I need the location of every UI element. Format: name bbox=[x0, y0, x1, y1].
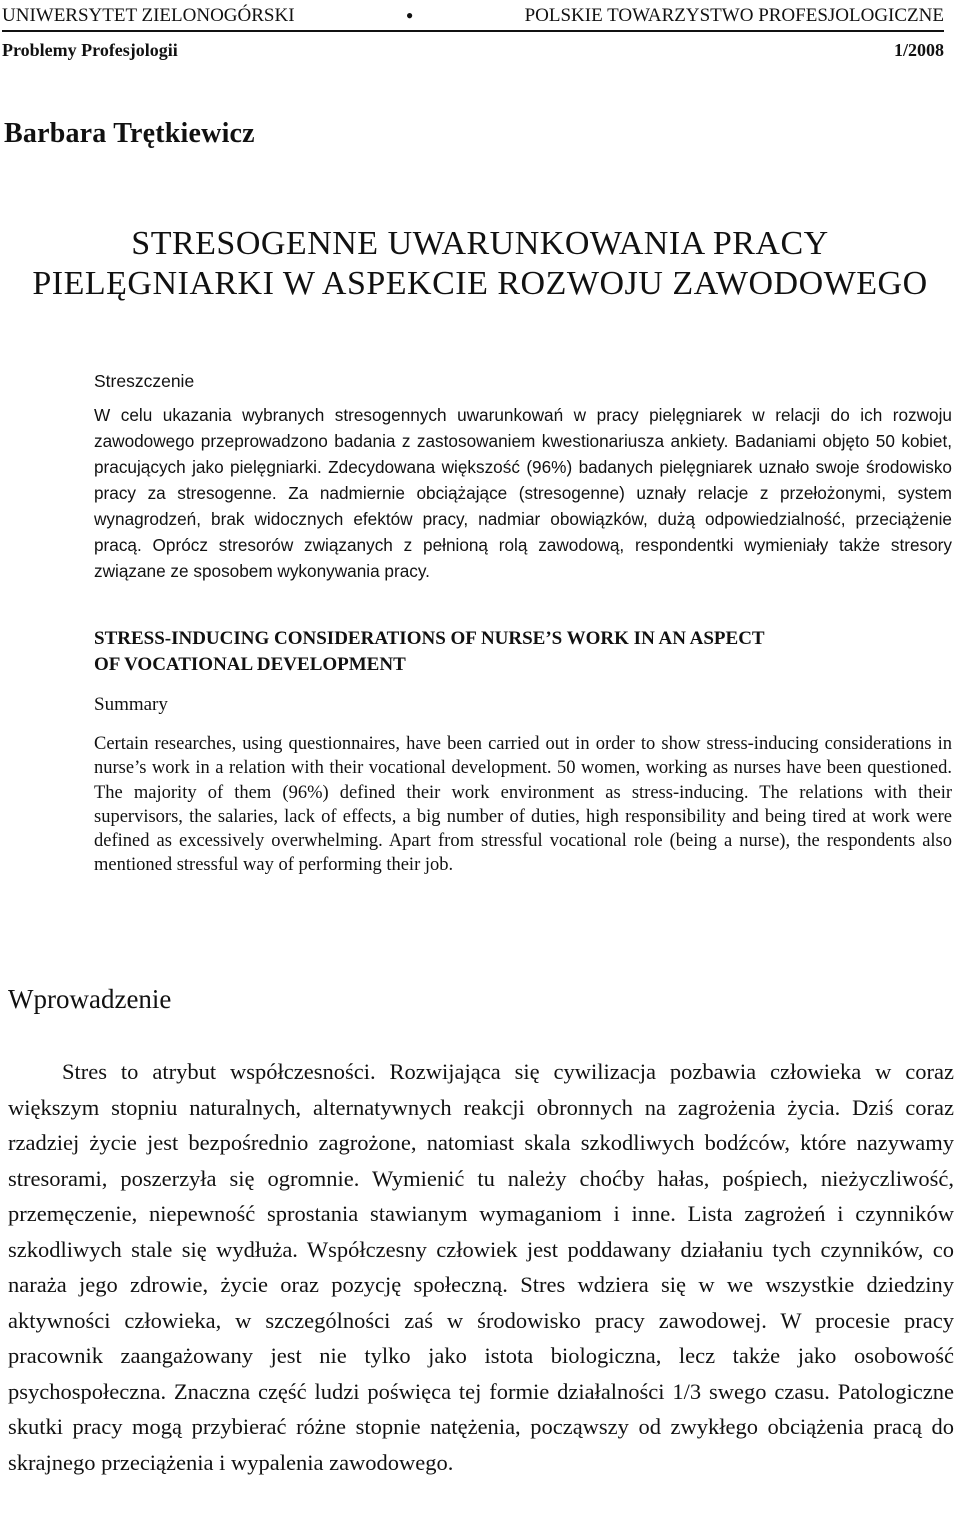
society-name: POLSKIE TOWARZYSTWO PROFESJOLOGICZNE bbox=[524, 5, 944, 26]
journal-issue: 1/2008 bbox=[893, 40, 944, 60]
article-title bbox=[0, 224, 960, 304]
abstract-heading: Streszczenie bbox=[94, 371, 195, 391]
abstract-text: W celu ukazania wybranych stresogennych uwarunkowań w pracy pielęgniarek w relacji do ich rozwoju zawodowego przeprowadzono badania z zastosowaniem kwestionariusza ankiety. Badaniami objęto 50 kobiet, pracujących jako pielęgniarki. Zdecydowana większość (96%) badanych pielęgniarek uznało swoje środowisko pracy za stresogenne. Za nadmiernie obciążające (stresogenne) uznały relacje z przełożonymi, system wynagrodzeń, brak widocznych efektów pracy, nadmiar obowiązków, dużą odpowiedzialność, przeciążenie pracą. Oprócz stresorów związanych z pełnioną rolą zawodową, respondentki wymieniały także stresory związane ze sposobem wykonywania pracy. bbox=[94, 405, 952, 581]
english-title-line-1: STRESS-INDUCING CONSIDERATIONS OF NURSE’S WORK IN AN ASPECT bbox=[94, 628, 765, 649]
header-journal bbox=[2, 38, 944, 62]
journal-name: Problemy Profesjologii bbox=[2, 40, 178, 60]
university-name: UNIWERSYTET ZIELONOGÓRSKI bbox=[2, 5, 295, 26]
summary-text: Certain researches, using questionnaires, have been carried out in order to show stress-inducing considerations in nurse’s work in a relation with their vocational development. 50 women, working as nurses have been questioned. The majority of them (96%) defined their work environment as stress-inducing. The relations with their supervisors, the salaries, lack of effects, a big number of duties, high responsibility and being tired at work were defined as excessively overwhelming. Apart from stressful vocational role (being a nurse), the respondents also mentioned stressful way of performing their job. bbox=[94, 734, 952, 876]
page-header bbox=[2, 4, 944, 62]
author-name: Barbara Trętkiewicz bbox=[4, 118, 255, 149]
bullet-separator: • bbox=[405, 3, 414, 28]
english-title bbox=[94, 626, 940, 678]
introduction-heading: Wprowadzenie bbox=[8, 984, 172, 1014]
summary-section bbox=[94, 732, 952, 878]
introduction-text: Stres to atrybut współczesności. Rozwijająca się cywilizacja pozbawia człowieka w coraz większym stopniu naturalnych, alternatywnych reakcji obronnych na zagrożenia życia. Dziś coraz rzadziej życie jest bezpośrednio zagrożone, natomiast skala szkodliwych bodźców, które nazywamy stresorami, poszerzyła się ogromnie. Wymienić tu należy choćby hałas, pośpiech, nieżyczliwość, przemęczenie, niepewność sprostania stawianym wymaganiom i inne. Lista zagrożeń i czynników szkodliwych stale się wydłuża. Współczesny człowiek jest poddawany działaniu tych czynników, co naraża jego zdrowie, życie oraz pozycję społeczną. Stres wdziera się w we wszystkie dziedziny aktywności człowieka, w szczególności zaś w środowisko pracy zawodowej. W procesie pracy pracownik zaangażowany jest nie tylko jako istota biologiczna, lecz także jako osobowość psychospołeczna. Znaczna część ludzi poświęca tej formie działalności 1/3 swego czasu. Patologiczne skutki pracy mogą przybierać różne stopnie natężenia, począwszy od zwykłego obciążenia pracą do skrajnego przeciążenia i wypalenia zawodowego. bbox=[8, 1059, 954, 1475]
english-title-line-2: OF VOCATIONAL DEVELOPMENT bbox=[94, 654, 406, 675]
introduction-section bbox=[8, 1054, 954, 1480]
abstract-section bbox=[94, 368, 952, 584]
title-line-2: PIELĘGNIARKI W ASPEKCIE ROZWOJU ZAWODOWEGO bbox=[32, 265, 928, 302]
header-institutions bbox=[2, 4, 944, 28]
title-line-1: STRESOGENNE UWARUNKOWANIA PRACY bbox=[131, 225, 829, 262]
summary-heading: Summary bbox=[94, 694, 168, 715]
header-rule bbox=[2, 30, 944, 32]
